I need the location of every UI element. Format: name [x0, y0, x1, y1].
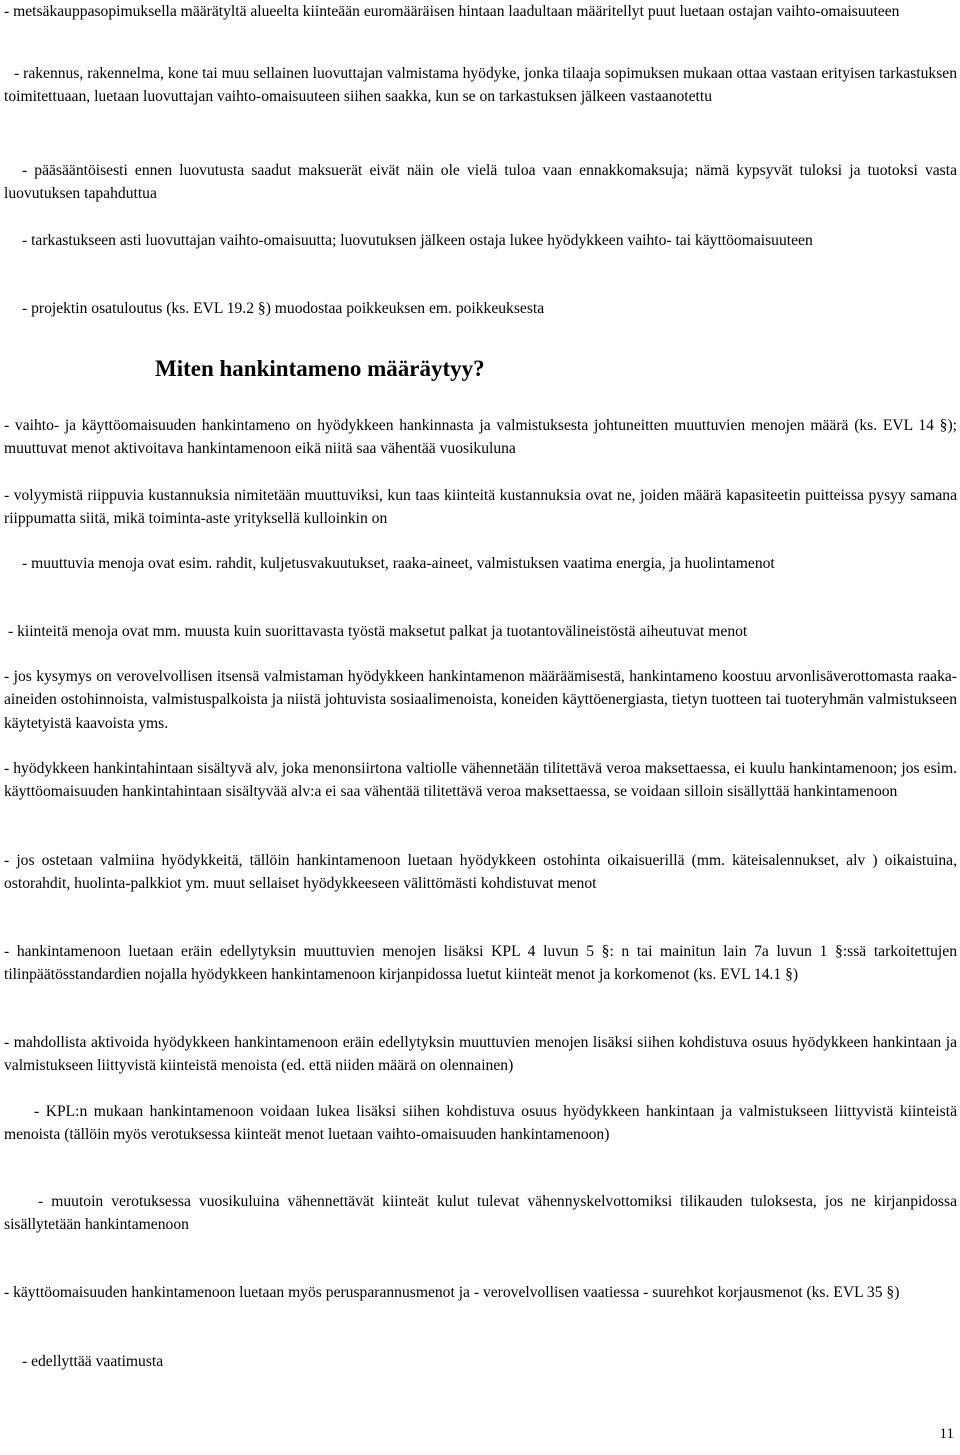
paragraph-muuttuvat-menot: - muuttuvia menoja ovat esim. rahdit, kuljetusvakuutukset, raaka-aineet, valmistuksen vaatima energia, ja huolintamenot	[22, 555, 775, 572]
paragraph-hankintameno-maaritelma: - vaihto- ja käyttöomaisuuden hankintameno on hyödykkeen hankinnasta ja valmistuksesta johtuneitten muuttuvien menojen määrä (ks. EVL 14 §); muuttuvat menot aktivoitava hankintamenoon eikä niitä saa vähentää vuosikuluna	[4, 417, 957, 458]
paragraph-perusparannus: - käyttöomaisuuden hankintamenoon luetaan myös perusparannusmenot ja - verovelvollisen vaatiessa - suurehkot korjausmenot (ks. EVL 35 §)	[4, 1284, 900, 1301]
page-number: 11	[939, 1426, 954, 1442]
paragraph-maksuerat: - pääsääntöisesti ennen luovutusta saadut maksuerät eivät näin ole vielä tuloa vaan ennakkomaksuja; nämä kypsyvät tuloksi ja tuotoksi vasta luovutuksen tapahduttua	[4, 162, 957, 203]
paragraph-kpl-4-luku: - hankintamenoon luetaan eräin edellytyksin muuttuvien menojen lisäksi KPL 4 luvun 5 §: n tai mainitun lain 7a luvun 1 §:ssä tarkoitettujen tilinpäätösstandardien nojalla hyödykkeen hankintamenoon kirjanpidossa luetut kiinteät menot ja korkomenot (ks. EVL 14.1 §)	[4, 943, 957, 984]
paragraph-tarkastukseen: - tarkastukseen asti luovuttajan vaihto-omaisuutta; luovutuksen jälkeen ostaja lukee hyödykkeen vaihto- tai käyttöomaisuuteen	[22, 232, 813, 249]
section-heading: Miten hankintameno määräytyy?	[155, 356, 485, 381]
paragraph-muuttuvat-kiinteat: - volyymistä riippuvia kustannuksia nimitetään muuttuviksi, kun taas kiinteitä kustannuksia ovat ne, joiden määrä kapasiteetin puitteissa pysyy samana riippumatta siitä, mikä toiminta-aste yrityksellä kulloinkin on	[4, 487, 957, 528]
paragraph-vaatimus: - edellyttää vaatimusta	[22, 1353, 164, 1370]
paragraph-metsakauppa: - metsäkauppasopimuksella määrätyltä alueelta kiinteään euromääräisen hintaan laadultaan määritellyt puut luetaan ostajan vaihto-omaisuuteen	[4, 3, 900, 20]
paragraph-ostetut-hyodykkeet: - jos ostetaan valmiina hyödykkeitä, tällöin hankintamenoon luetaan hyödykkeen ostohinta oikaisuerillä (mm. käteisalennukset, alv ) oikaistuina, ostorahdit, huolinta-palkkiot ym. muut sellaiset hyödykkeeseen välittömästi kohdistuvat menot	[4, 852, 957, 893]
paragraph-alv: - hyödykkeen hankintahintaan sisältyvä alv, joka menonsiirtona valtiolle vähennetään tilitettävä veroa maksettaessa, ei kuulu hankintamenoon; jos esim. käyttöomaisuuden hankintahintaan sisältyvää alv:a ei saa vähentää tilitettävä veroa maksettaessa, se voidaan silloin sisällyttää hankintamenoon	[4, 760, 957, 801]
paragraph-kpl-mukaan: - KPL:n mukaan hankintamenoon voidaan lukea lisäksi siihen kohdistuva osuus hyödykkeen hankintaan ja valmistukseen liittyvistä kiinteistä menoista (tällöin myös verotuksessa kiinteät menot luetaan vaihto-omaisuuden hankintamenoon)	[4, 1103, 957, 1144]
paragraph-vahennyskelvottomat: - muutoin verotuksessa vuosikuluina vähennettävät kiinteät kulut tulevat vähennyskelvottomiksi tilikauden tuloksesta, jos ne kirjanpidossa sisällytetään hankintamenoon	[4, 1193, 957, 1234]
paragraph-aktivointi: - mahdollista aktivoida hyödykkeen hankintamenoon eräin edellytyksin muuttuvien menojen lisäksi siihen kohdistuva osuus hyödykkeen hankintaan ja valmistukseen liittyvistä kiinteistä menoista (ed. että niiden määrä on olennainen)	[4, 1034, 957, 1075]
paragraph-rakennus: - rakennus, rakennelma, kone tai muu sellainen luovuttajan valmistama hyödyke, jonka tilaaja sopimuksen mukaan ottaa vastaan erityisen tarkastuksen toimitettuaan, luetaan luovuttajan vaihto-omaisuuteen siihen saakka, kun se on tarkastuksen jälkeen vastaanotettu	[4, 65, 957, 106]
paragraph-osatuloutus: - projektin osatuloutus (ks. EVL 19.2 §) muodostaa poikkeuksen em. poikkeuksesta	[22, 300, 545, 317]
paragraph-kiinteat-menot: - kiinteitä menoja ovat mm. muusta kuin suorittavasta työstä maksetut palkat ja tuotantovälineistöstä aiheutuvat menot	[8, 623, 748, 640]
paragraph-itse-valmistettu: - jos kysymys on verovelvollisen itsensä valmistaman hyödykkeen hankintamenon määräämisestä, hankintameno koostuu arvonlisäverottomasta raaka-aineiden ostohinnoista, valmistuspalkoista ja niistä johtuvista sosiaalimenoista, koneiden käyttöenergiasta, tietyn tuotteen tai tuoteryhmän valmistukseen käytetyistä kaavoista yms.	[4, 668, 957, 732]
